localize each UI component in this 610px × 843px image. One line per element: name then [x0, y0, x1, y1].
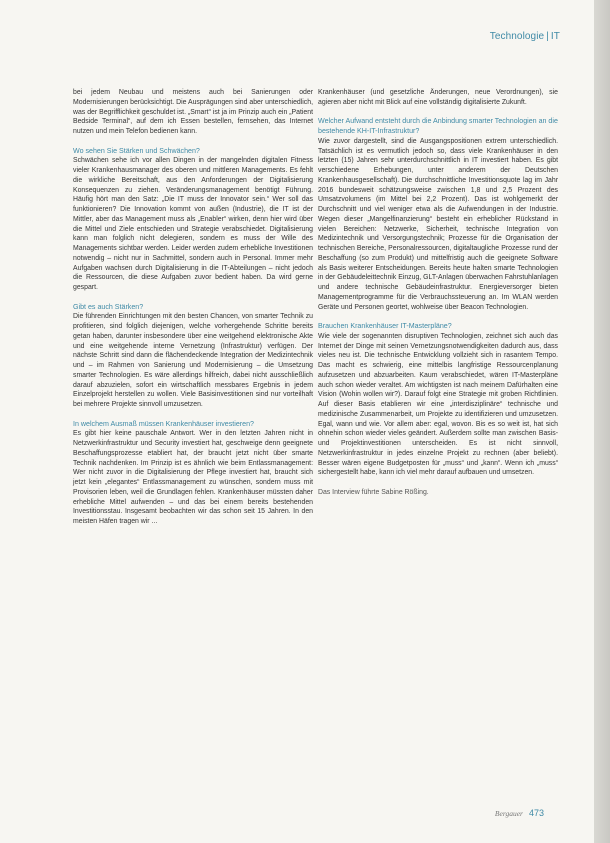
section-header: [490, 31, 560, 42]
left-column: [73, 88, 313, 537]
right-column: [318, 88, 558, 507]
body-paragraph: Die führenden Einrichtungen mit den besten Chancen, von smarter Technik zu profitieren, sind folglich diejenigen, welche vorhergehende Schritte bereits getan haben, darunter insbesondere über eine weitgehend elektronische Akte und eine weitgehende interne Vernetzung (Infrastruktur) verfügen. Der nächste Schritt sind dann die flächendeckende Integration der Medizintechnik und – im Rahmen von Sanierung und Modernisierung – die Umsetzung smarter Technologien. Es wäre allerdings hilfreich, dabei nicht ausschließlich darauf abzuzielen, sofort ein wirtschaftlich messbares Ergebnis in jedem Einzelprojekt herstellen zu wollen. Viele Basisinvestitionen sind nur vorteilhaft bei mehrere Projekte sinnvoll umzusetzen.: [73, 313, 313, 408]
section-subtitle: IT: [550, 31, 560, 42]
question-heading: Gibt es auch Stärken?: [73, 302, 144, 311]
body-paragraph: Krankenhäuser (und gesetzliche Änderungen, neue Verordnungen), sie agieren aber nicht mit Blick auf eine vollständig digitalisierte Zukunft.: [318, 89, 558, 106]
question-heading: Welcher Aufwand entsteht durch die Anbindung smarter Technologien an die bestehende KH-IT-Infrastruktur?: [318, 117, 558, 135]
body-paragraph: Wie viele der sogenannten disruptiven Technologien, zeichnet sich auch das Internet der Dinge mit seinen Vernetzungsnotwendigkeiten dadurch aus, dass vieles neu ist. Die technische Entwicklung vollzieht sich in rasantem Tempo. Das macht es schwierig, eine mittelbis langfristige Ressourcenplanung aufzusetzen und abzuarbeiten. Kaum verabschiedet, wären IT-Masterpläne auch schon wieder veraltet. Am wichtigsten ist nach meinem Dafürhalten eine Vision (Wohin wollen wir?). Darauf folgt eine Strategie mit groben Richtlinien. Auf dieser Basis etablieren wir eine „interdisziplinäre“ technische und medizinische Zusammenarbeit, um Projekte zu identifizieren und umzusetzen. Egal, wann und wie. Vor allem aber: egal, wovon. Bis es so weit ist, hat sich ohnehin schon wieder vieles geändert. Außerdem sollte man zwischen Basis- und Projektinvestitionen unterscheiden. Es ist nicht sinnvoll, Netzwerkinfrastruktur in jedes einzelne Projekt zu rechnen (aber beliebt). Besser wären eigene Budgetposten für „muss“ und „kann“. Wenn ich „muss“ sichergestellt habe, kann ich viel mehr darauf aufbauen und umsetzen.: [318, 332, 558, 477]
body-paragraph: Es gibt hier keine pauschale Antwort. Wer in den letzten Jahren nicht in Netzwerkinfrastruktur und Security investiert hat, geschweige denn geeignete Beschaffungsprozesse etabliert hat, der braucht jetzt nicht über smarte Technik nachdenken. Im Prinzip ist es ähnlich wie beim Entlassmanagement: Wer nicht zuvor in die Digitalisierung der Pflege investiert hat, braucht sich jetzt kein „elegantes“ Entlassmanagement zu wünschen, sondern muss mit Provisorien leben, weil die Grundlagen fehlen. Krankenhäuser müssten daher erhebliche Mittel aufwenden – und das bei einem bereits bestehenden Investitionsstau. Insgesamt beobachten wir das schon seit 15 Jahren. In den meisten Häfen tragen wir ...: [73, 430, 313, 525]
interview-credit: Das Interview führte Sabine Rößing.: [318, 488, 429, 496]
body-paragraph: bei jedem Neubau und meistens auch bei Sanierungen oder Modernisierungen berücksichtigt. Die Ausprägungen sind aber unterschiedlich, was der Begrifflichkeit geschuldet ist. „Smart“ ist ja im Prinzip auch ein „Patient Bedside Terminal“, auf dem ich Essen bestellen, fernsehen, das Internet nutzen und mein Telefon bedienen kann.: [73, 89, 313, 135]
page-number: 473: [528, 808, 544, 818]
page-gutter: [594, 0, 610, 843]
section-title: Technologie: [489, 31, 545, 42]
body-paragraph: Wie zuvor dargestellt, sind die Ausgangspositionen extrem unterschiedlich. Tatsächlich ist es vermutlich jedoch so, dass viele Krankenhäuser in den letzten (15) Jahren sehr unterdurchschnittlich in IT investiert haben. Es gibt verschiedene Erhebungen, unter anderem der Deutschen Krankenhausgesellschaft). Die durchschnittliche Investitionsquote lag im Jahr 2016 bundesweit schätzungsweise zwischen 1,8 und 2,5 Prozent des Umsatzvolumens (im Mittel bei 2,2 Prozent). Das ist wohlgemerkt der Durchschnitt und viel weniger etwa als die Aufwendungen in der Industrie. Wegen dieser „Mangelfinanzierung“ besteht ein erheblicher Rückstand in vielen Bereichen: Netzwerke, Sicherheit, technische Integration von Medizintechnik und Versorgungstechnik; Prozesse für die Organisation der technischen Bereiche, Personalressourcen, digitaltaugliche Prozesse rund der Beschaffung (so zum Produkt) und mittelfristig auch die geeignete Software als Basis weiterer Entscheidungen. Bereits heute halten smarte Technologien in der Gebäudeleittechnik Einzug, GLT-Anlagen überwachen Fahrstuhlanlagen und andere technische Gebäudeinfrastruktur. Energieversorger bieten Managementprogramme für die Verbrauchssteuerung an. Im WLAN werden Geräte und Personen geortet, wohlweise über Beacon Technologien.: [318, 137, 558, 311]
header-separator: |: [546, 31, 549, 42]
body-paragraph: Schwächen sehe ich vor allen Dingen in der mangelnden digitalen Fitness vieler Krankenhausmanager des oberen und mittleren Managements. Es fehlt die wirkliche Bereitschaft, aus den Anforderungen der Digitalisierung Konsequenzen zu ziehen. Veränderungsmanagement benötigt Führung. Häufig hört man den Satz: „Die IT muss der Innovator sein.“ Wer soll das funktionieren? Die Innovation kommt von außen (Industrie), die IT ist der Mittler, aber das Management muss als „Enabler“ wirken, denn hier wird über die Mittel und Ziele entschieden und Strategie verabschiedet. Digitalisierung kann man folglich nicht delegieren, sondern es muss der Wille des Managements sichtbar werden. Leider werden zudem erhebliche Investitionen notwendig – nicht nur in Sachmittel, sondern auch in Personal. Immer mehr Aufgaben wachsen durch Digitalisierung in die IT-Abteilungen – nicht jedoch die Ressourcen, die diese Aufgaben zuvor bedient haben. Da wird gerne gespart.: [73, 157, 313, 291]
page-footer: [495, 808, 544, 818]
question-heading: Wo sehen Sie Stärken und Schwächen?: [73, 146, 200, 155]
right-column-body: [318, 88, 558, 478]
question-heading: Brauchen Krankenhäuser IT-Masterpläne?: [318, 322, 452, 330]
publication-name: Bergauer: [494, 809, 523, 818]
question-heading: In welchem Ausmaß müssen Krankenhäuser investieren?: [73, 419, 254, 428]
